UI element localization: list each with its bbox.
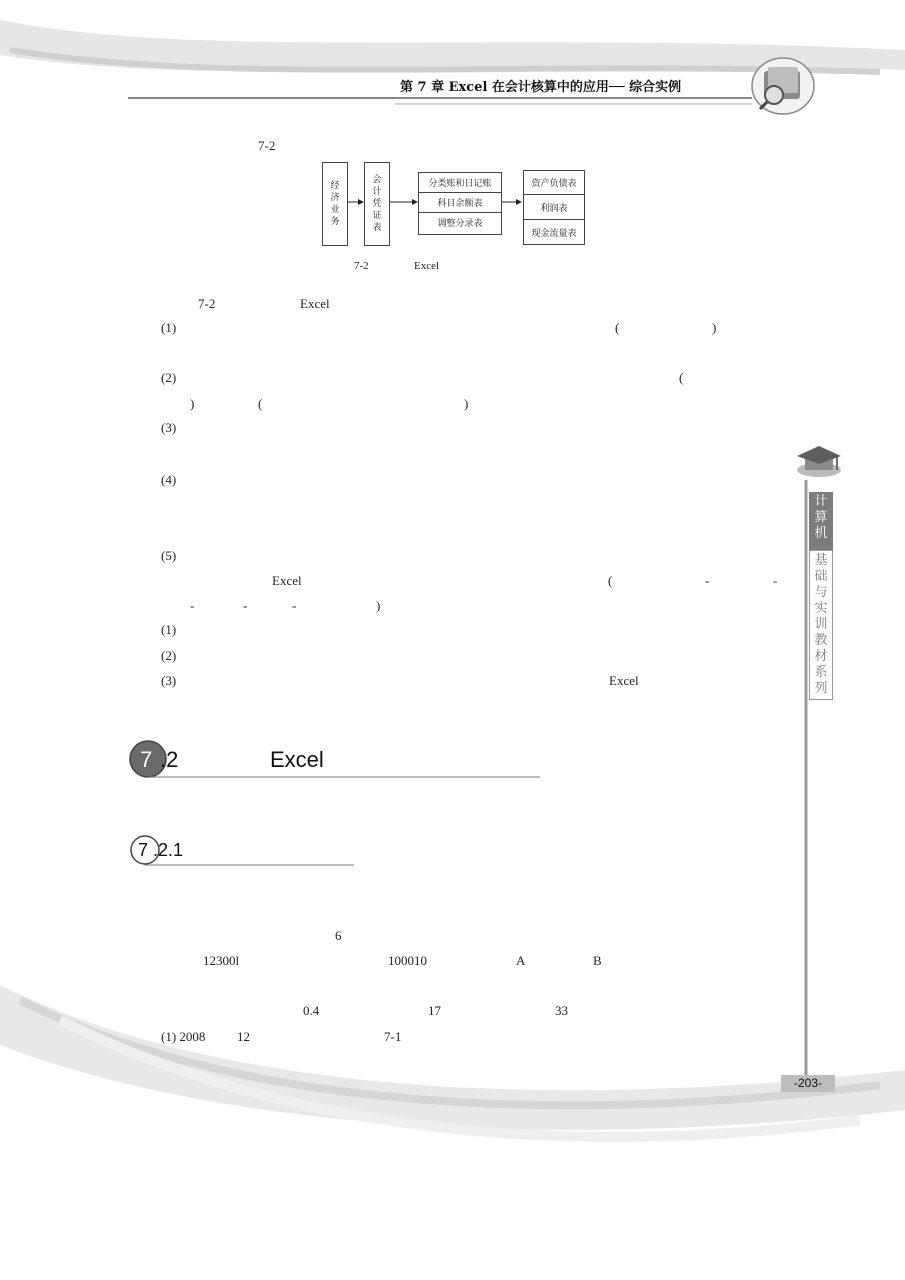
dash: -: [243, 598, 248, 613]
section-number-badge: 7: [140, 747, 153, 772]
list-marker: (3): [161, 673, 177, 688]
voucher-box: [364, 162, 390, 246]
business-char: 业: [330, 205, 340, 215]
body-excel: Excel: [609, 673, 639, 688]
paren-open: (: [258, 396, 263, 411]
dash: -: [292, 598, 297, 613]
business-char: 务: [330, 217, 340, 227]
paren-open: (: [615, 320, 620, 335]
account-code: 12300l: [203, 953, 240, 968]
subsection-number-badge: 7: [138, 840, 149, 860]
sidebar-char: 系: [814, 665, 828, 680]
paren-close: ): [464, 396, 469, 411]
figure-caption-text: Excel: [414, 260, 440, 272]
list-marker: (5): [161, 548, 177, 563]
ledgers-box: [418, 172, 502, 235]
paren-open: (: [679, 370, 684, 385]
statement-item: 利润表: [524, 195, 584, 220]
chapter-header: 第 7 章 Excel 在会计核算中的应用── 综合实例: [400, 80, 682, 95]
list-marker: (4): [161, 472, 177, 487]
body-ref: 7-2: [198, 296, 216, 311]
voucher-char: 凭: [372, 199, 382, 209]
label-b: B: [593, 953, 602, 968]
graduation-cap-icon: [793, 440, 845, 480]
paren-close: ): [376, 598, 381, 613]
ledger-item: 科目余额表: [419, 193, 501, 213]
section-heading-rule: [128, 738, 548, 782]
list-marker: (1): [161, 622, 177, 637]
sidebar-char: 基: [814, 553, 828, 568]
sidebar-char: 实: [814, 601, 828, 616]
value: 0.4: [303, 1003, 320, 1018]
sidebar-char: 教: [814, 633, 828, 648]
figure-caption-number: 7-2: [354, 260, 369, 272]
account-code: 100010: [388, 953, 427, 968]
sidebar-char: 机: [814, 526, 828, 541]
section-number-rest: .2: [160, 747, 179, 772]
search-folder-icon: [750, 55, 816, 117]
sidebar-series-label-2: [809, 550, 833, 700]
section-title: Excel: [270, 747, 324, 772]
sidebar-char: 算: [814, 510, 828, 525]
dash: -: [705, 573, 710, 588]
voucher-char: 表: [372, 223, 382, 233]
sidebar-char: 与: [814, 585, 828, 600]
value: 6: [335, 928, 342, 943]
list-marker: (1): [161, 320, 177, 335]
body-excel: Excel: [300, 296, 330, 311]
dash: -: [773, 573, 778, 588]
paren-close: ): [712, 320, 717, 335]
paren-close: ): [190, 396, 195, 411]
paren-open: (: [608, 573, 613, 588]
subsection-number-rest: .2.1: [153, 840, 184, 860]
list-marker: (2): [161, 648, 177, 663]
sidebar-char: 列: [814, 681, 828, 696]
statements-box: [523, 170, 585, 245]
sidebar-char: 础: [814, 569, 828, 584]
sidebar-char: 训: [814, 617, 828, 632]
dash: -: [190, 598, 195, 613]
body-excel: Excel: [272, 573, 302, 588]
value: 12: [237, 1029, 250, 1044]
sidebar-char: 材: [814, 649, 828, 664]
table-ref: 7-1: [384, 1029, 402, 1044]
business-box: [322, 162, 348, 246]
sidebar-char: 计: [814, 494, 828, 509]
value: 33: [555, 1003, 568, 1018]
voucher-char: 证: [372, 211, 382, 221]
voucher-char: 会: [372, 175, 382, 185]
value: 17: [428, 1003, 441, 1018]
list-marker: (2): [161, 370, 177, 385]
business-char: 济: [330, 193, 340, 203]
label-a: A: [516, 953, 526, 968]
list-marker: (3): [161, 420, 177, 435]
figure-ref: 7-2: [258, 138, 276, 153]
voucher-char: 计: [372, 187, 382, 197]
statement-item: 资产负债表: [524, 171, 584, 195]
sidebar-series-label-1: [809, 492, 833, 550]
statement-item: 现金流量表: [531, 228, 577, 239]
ledger-item: 调整分录表: [437, 219, 483, 229]
page-number: -203-: [781, 1075, 835, 1092]
business-char: 经: [330, 181, 340, 191]
list-item-text: (1) 2008: [161, 1029, 206, 1044]
ledger-item: 分类账和日记账: [419, 173, 501, 193]
